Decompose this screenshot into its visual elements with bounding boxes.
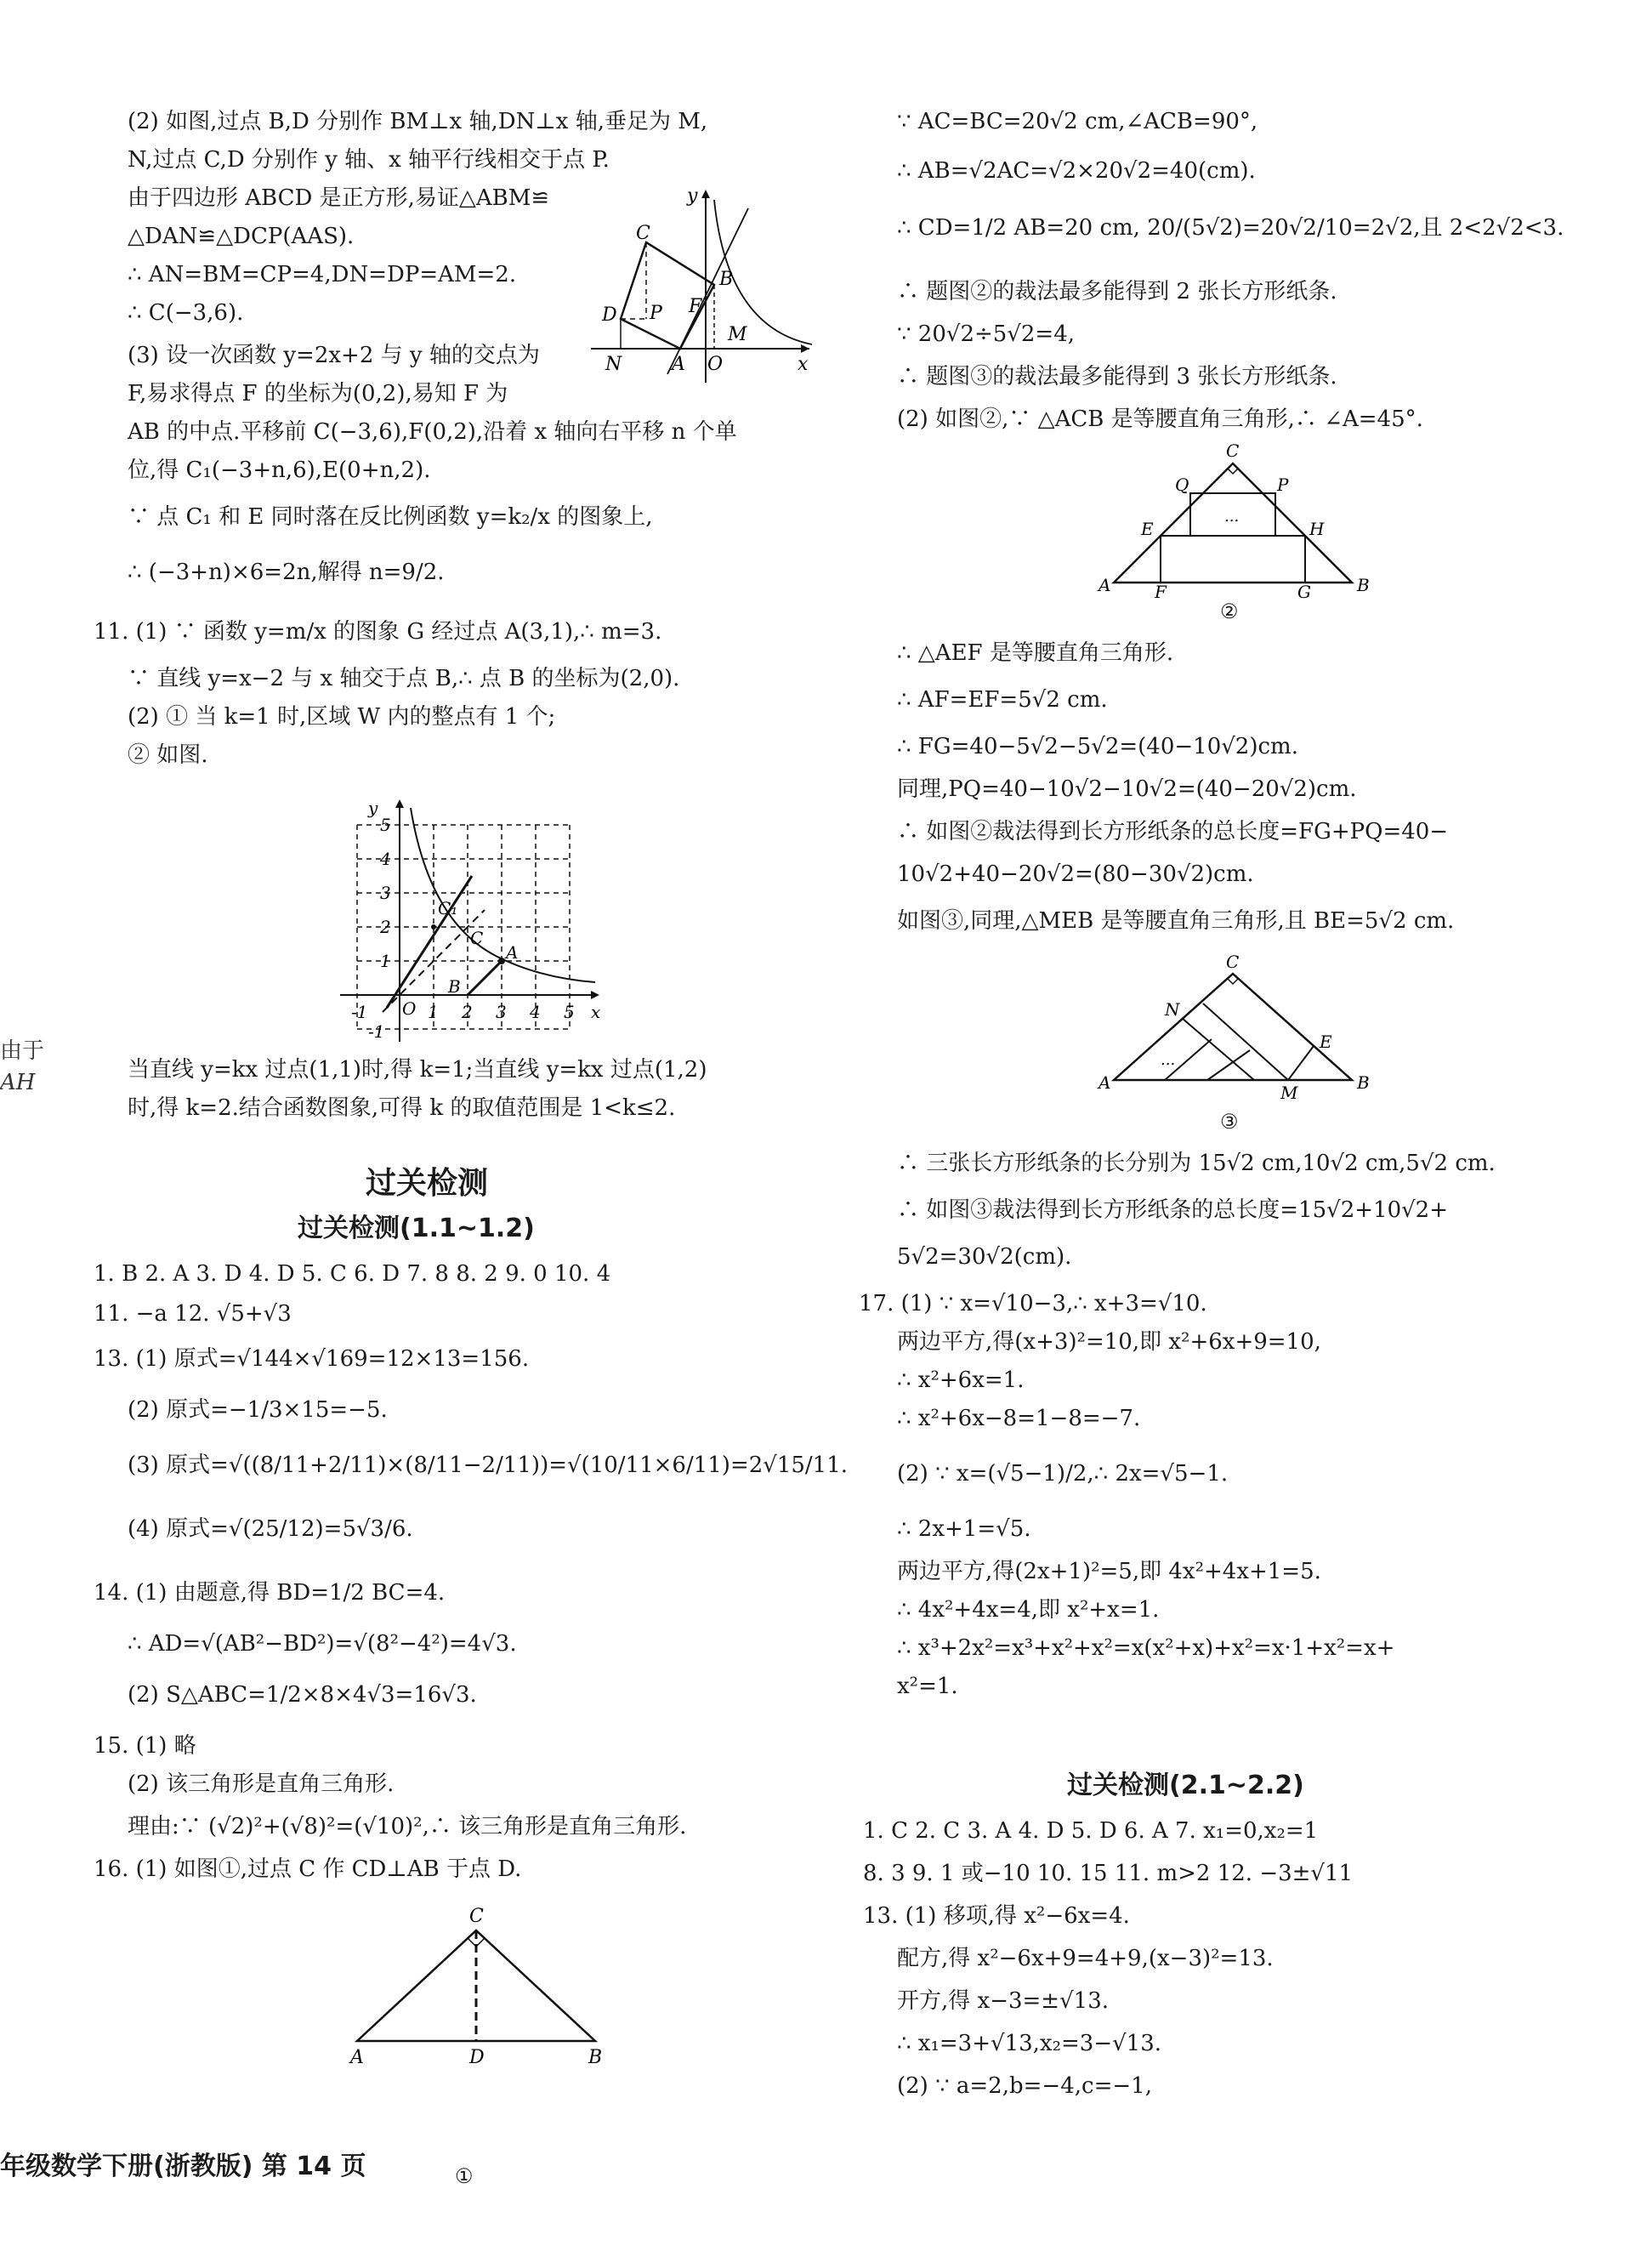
text-line: ∴ C(−3,6).: [128, 300, 244, 326]
figure-triangle-2: [1097, 438, 1377, 600]
text-line: (2) 该三角形是直角三角形.: [128, 1771, 395, 1797]
tick-y4: 4: [380, 849, 391, 869]
label-a: A: [1098, 575, 1111, 595]
text-line: 5√2=30√2(cm).: [897, 1244, 1072, 1270]
text-line: 位,得 C₁(−3+n,6),E(0+n,2).: [128, 458, 431, 483]
figure-triangle-3: [1097, 944, 1377, 1106]
text-line: 14. (1) 由题意,得 BD=1/2 BC=4.: [94, 1580, 446, 1606]
label-o: O: [707, 354, 724, 375]
text-line: 由于四边形 ABCD 是正方形,易证△ABM≌: [128, 185, 550, 211]
label-f: F: [1155, 582, 1167, 600]
label-p: P: [650, 303, 662, 324]
tick-x3: 3: [496, 1002, 507, 1022]
tick-y3: 3: [380, 883, 391, 903]
text-line: 13. (1) 原式=√144×√169=12×13=156.: [94, 1346, 530, 1372]
label-y: y: [687, 185, 698, 207]
tick-xm1: -1: [351, 1002, 368, 1022]
text-line: (3) 设一次函数 y=2x+2 与 y 轴的交点为: [128, 343, 540, 368]
figure-grid-graph: [336, 795, 608, 1050]
point-a: [498, 958, 505, 964]
text-line: 两边平方,得(2x+1)²=5,即 4x²+4x+1=5.: [897, 1559, 1321, 1584]
section-title: 过关检测: [366, 1166, 489, 1201]
x-arrow-icon: [591, 991, 599, 999]
label-n: N: [605, 354, 622, 375]
ellipsis: ...: [1161, 1051, 1176, 1069]
label-b: B: [588, 2047, 603, 2067]
figure-caption: ①: [455, 2164, 474, 2188]
text-line: (2) 如图,过点 B,D 分别作 BM⊥x 轴,DN⊥x 轴,垂足为 M,: [128, 109, 708, 134]
text-line: ∴ x₁=3+√13,x₂=3−√13.: [897, 2031, 1162, 2056]
label-m: M: [728, 324, 747, 345]
point-c1: [431, 924, 436, 930]
text-line: ∵ 直线 y=x−2 与 x 轴交于点 B,∴ 点 B 的坐标为(2,0).: [128, 666, 680, 691]
right-angle-mark: [1228, 974, 1238, 984]
label-e: E: [1320, 1032, 1332, 1052]
tick-x2: 2: [462, 1002, 473, 1022]
text-line: ② 如图.: [128, 742, 208, 768]
triangle-acb: [1114, 974, 1352, 1080]
label-n: N: [1165, 999, 1180, 1020]
label-h: H: [1309, 519, 1325, 539]
text-line: 开方,得 x−3=±√13.: [897, 1988, 1110, 2014]
strip-line-2: [1203, 1003, 1288, 1080]
text-line: ∵ 点 C₁ 和 E 同时落在反比例函数 y=k₂/x 的图象上,: [128, 504, 653, 530]
text-line: 当直线 y=kx 过点(1,1)时,得 k=1;当直线 y=kx 过点(1,2): [128, 1057, 707, 1083]
text-line: ∵ AC=BC=20√2 cm,∠ACB=90°,: [897, 109, 1258, 134]
text-line: (3) 原式=√((8/11+2/11)×(8/11−2/11))=√(10/11×6/11)=2√15/11.: [128, 1453, 849, 1478]
tick-y2: 2: [380, 917, 391, 937]
text-line: 同理,PQ=40−10√2−10√2=(40−20√2)cm.: [897, 776, 1357, 802]
tick-x5: 5: [564, 1002, 575, 1022]
label-c: C: [469, 1906, 484, 1927]
text-line: ∴ x³+2x²=x³+x²+x²=x(x²+x)+x²=x·1+x²=x+: [897, 1635, 1395, 1661]
text-line: 配方,得 x²−6x+9=4+9,(x−3)²=13.: [897, 1946, 1274, 1971]
text-line: 15. (1) 略: [94, 1733, 196, 1759]
text-line: ∴ CD=1/2 AB=20 cm, 20/(5√2)=20√2/10=2√2,且 2<2√2<3.: [897, 215, 1564, 241]
label-a: A: [1098, 1072, 1111, 1093]
label-b: B: [1357, 1072, 1370, 1093]
text-line: 1. C 2. C 3. A 4. D 5. D 6. A 7. x₁=0,x₂=1: [863, 1818, 1319, 1844]
label-c: C: [636, 223, 650, 244]
sub-title: 过关检测(1.1~1.2): [298, 1214, 535, 1243]
tick-y1: 1: [380, 951, 391, 971]
text-line: ∴ 如图③裁法得到长方形纸条的总长度=15√2+10√2+: [897, 1197, 1449, 1223]
label-a: A: [506, 942, 519, 963]
y-arrow-icon: [395, 799, 404, 808]
tick-ym1: -1: [368, 1021, 385, 1042]
label-d: D: [602, 304, 617, 326]
text-line: ∴ 2x+1=√5.: [897, 1516, 1031, 1542]
x-arrow-icon: [801, 344, 809, 353]
text-line: △DAN≌△DCP(AAS).: [128, 224, 355, 249]
text-line: 10√2+40−20√2=(80−30√2)cm.: [897, 861, 1254, 887]
text-line: ∴ AF=EF=5√2 cm.: [897, 687, 1108, 713]
rect-efgh: [1161, 536, 1305, 583]
strip-line-1: [1182, 1018, 1254, 1080]
label-o: O: [402, 998, 417, 1019]
text-line: F,易求得点 F 的坐标为(0,2),易知 F 为: [128, 381, 508, 406]
page-footer: 年级数学下册(浙教版) 第 14 页: [0, 2152, 366, 2181]
text-line: 1. B 2. A 3. D 4. D 5. C 6. D 7. 8 8. 2 9. 0 10. 4: [94, 1261, 611, 1287]
right-angle-mark: [1228, 463, 1238, 474]
figure-caption: ③: [1220, 1110, 1239, 1134]
strip-line-5: [1288, 1046, 1314, 1080]
text-line: (4) 原式=√(25/12)=5√3/6.: [128, 1516, 413, 1542]
tick-x1: 1: [428, 1002, 439, 1022]
figure-square-axes: [587, 183, 816, 387]
margin-note: 由于: [0, 1038, 45, 1064]
ellipsis: ...: [1224, 508, 1240, 526]
text-line: ∴ x²+6x=1.: [897, 1367, 1025, 1393]
text-line: 两边平方,得(x+3)²=10,即 x²+6x+9=10,: [897, 1329, 1321, 1355]
strip-line-4: [1207, 1050, 1250, 1080]
label-b: B: [719, 269, 734, 290]
tick-y5: 5: [380, 815, 391, 835]
label-d: D: [469, 2047, 485, 2067]
text-line: (2) S△ABC=1/2×8×4√3=16√3.: [128, 1682, 477, 1708]
text-line: 11. −a 12. √5+√3: [94, 1301, 292, 1327]
figure-caption: ②: [1220, 600, 1239, 623]
label-x: x: [798, 354, 809, 375]
text-line: ∴ 4x²+4x=4,即 x²+x=1.: [897, 1597, 1160, 1623]
label-m: M: [1280, 1083, 1298, 1103]
text-line: ∴ (−3+n)×6=2n,解得 n=9/2.: [128, 560, 445, 585]
text-line: 8. 3 9. 1 或−10 10. 15 11. m>2 12. −3±√11: [863, 1861, 1354, 1886]
text-line: ∴ 题图②的裁法最多能得到 2 张长方形纸条.: [897, 279, 1337, 304]
text-line: ∴ AB=√2AC=√2×20√2=40(cm).: [897, 158, 1256, 184]
label-f: F: [689, 296, 702, 317]
text-line: (2) 如图②,∵ △ACB 是等腰直角三角形,∴ ∠A=45°.: [897, 406, 1423, 432]
text-line: 理由:∵ (√2)²+(√8)²=(√10)²,∴ 该三角形是直角三角形.: [128, 1814, 687, 1839]
label-c1: C₁: [438, 898, 458, 918]
label-c: C: [1226, 952, 1240, 972]
text-line: 11. (1) ∵ 函数 y=m/x 的图象 G 经过点 A(3,1),∴ m=3.: [94, 619, 662, 645]
text-line: ∵ 20√2÷5√2=4,: [897, 321, 1076, 347]
text-line: 16. (1) 如图①,过点 C 作 CD⊥AB 于点 D.: [94, 1856, 522, 1882]
text-line: ∴ 如图②裁法得到长方形纸条的总长度=FG+PQ=40−: [897, 819, 1449, 844]
text-line: 13. (1) 移项,得 x²−6x=4.: [863, 1903, 1130, 1929]
tick-x4: 4: [530, 1002, 541, 1022]
text-line: ∴ △AEF 是等腰直角三角形.: [897, 640, 1174, 666]
text-line: ∴ 题图③的裁法最多能得到 3 张长方形纸条.: [897, 364, 1337, 389]
label-x: x: [591, 1002, 601, 1022]
label-c: C: [1226, 441, 1240, 461]
label-a: A: [672, 354, 685, 375]
text-line: AB 的中点.平移前 C(−3,6),F(0,2),沿着 x 轴向右平移 n 个单: [128, 419, 737, 445]
text-line: 时,得 k=2.结合函数图象,可得 k 的取值范围是 1<k≤2.: [128, 1095, 676, 1121]
text-line: ∴ 三张长方形纸条的长分别为 15√2 cm,10√2 cm,5√2 cm.: [897, 1151, 1496, 1176]
label-b: B: [1357, 575, 1370, 595]
text-line: N,过点 C,D 分别作 y 轴、x 轴平行线相交于点 P.: [128, 147, 610, 173]
label-a: A: [350, 2047, 364, 2067]
text-line: ∴ x²+6x−8=1−8=−7.: [897, 1406, 1141, 1431]
text-line: (2) ① 当 k=1 时,区域 W 内的整点有 1 个;: [128, 704, 556, 730]
label-p: P: [1277, 475, 1289, 495]
label-q: Q: [1175, 475, 1189, 495]
label-e: E: [1141, 519, 1154, 539]
text-line: x²=1.: [897, 1674, 958, 1699]
line-ab: [468, 961, 502, 995]
text-line: ∴ FG=40−5√2−5√2=(40−10√2)cm.: [897, 734, 1298, 759]
text-line: 17. (1) ∵ x=√10−3,∴ x+3=√10.: [859, 1291, 1207, 1316]
text-line: (2) ∵ x=(√5−1)/2,∴ 2x=√5−1.: [897, 1461, 1229, 1487]
sub-title: 过关检测(2.1~2.2): [1067, 1771, 1304, 1800]
label-b: B: [448, 976, 461, 997]
text-line: 如图③,同理,△MEB 是等腰直角三角形,且 BE=5√2 cm.: [897, 908, 1455, 934]
label-c: C: [470, 928, 484, 948]
y-arrow-icon: [701, 190, 710, 198]
text-line: ∴ AN=BM=CP=4,DN=DP=AM=2.: [128, 262, 517, 287]
text-line: (2) 原式=−1/3×15=−5.: [128, 1397, 388, 1423]
text-line: (2) ∵ a=2,b=−4,c=−1,: [897, 2073, 1152, 2099]
label-g: G: [1297, 582, 1311, 600]
text-line: ∴ AD=√(AB²−BD²)=√(8²−4²)=4√3.: [128, 1631, 517, 1657]
margin-note: AH: [0, 1070, 36, 1095]
figure-triangle-1: [340, 1896, 612, 2067]
label-y: y: [368, 798, 378, 818]
